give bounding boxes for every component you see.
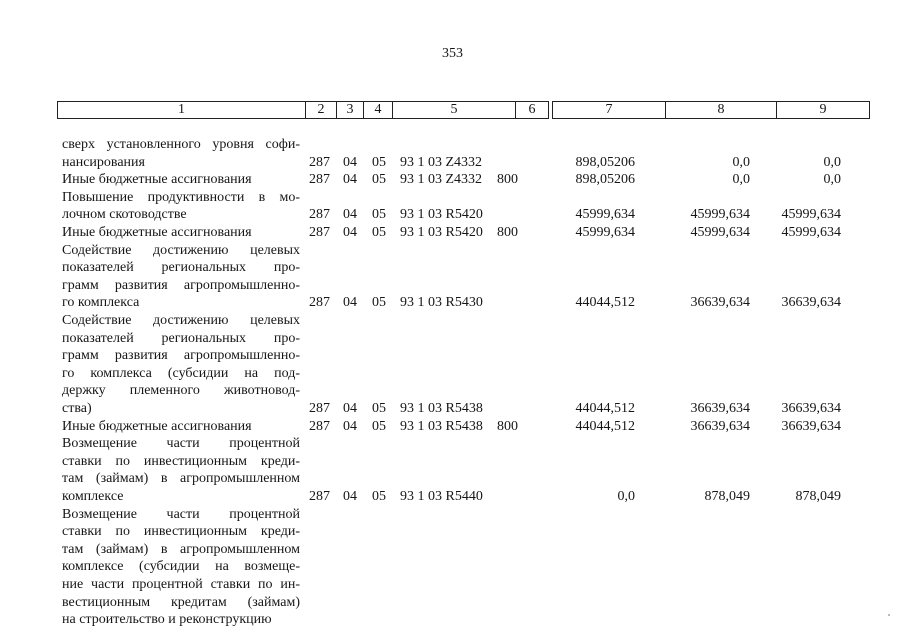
- row-name-line: Содействие достижению целевых: [62, 242, 300, 258]
- section-code: 04: [343, 207, 357, 223]
- column-header-8: 8: [666, 102, 777, 119]
- column-header-7: 7: [553, 102, 666, 119]
- table-row: [0, 418, 905, 436]
- amount-col-8: 45999,634: [690, 207, 750, 223]
- amount-col-8: 878,049: [704, 488, 750, 504]
- column-header-1: 1: [58, 102, 306, 119]
- section-code: 04: [343, 418, 357, 434]
- target-article: 93 1 03 R5438: [400, 401, 483, 416]
- column-header-row: [57, 101, 870, 119]
- row-name-line: показателей региональных про-: [62, 330, 300, 346]
- amount-col-9: 36639,634: [781, 418, 841, 434]
- row-name-line: Возмещение части процентной: [62, 436, 300, 452]
- row-name-line: показателей региональных про-: [62, 260, 300, 276]
- amount-col-9: 878,049: [795, 488, 841, 504]
- section-code: 04: [343, 154, 357, 170]
- row-name: [62, 171, 300, 189]
- budget-code: 287: [309, 418, 330, 434]
- row-name-line: Повышение продуктивности в мо-: [62, 189, 300, 205]
- budget-code: 287: [309, 401, 330, 416]
- row-name-line: комплексе (субсидии на возмеще-: [62, 559, 300, 575]
- row-name-line: Возмещение части процентной: [62, 506, 300, 522]
- amount-col-8: 36639,634: [690, 418, 750, 434]
- amount-col-7: 45999,634: [575, 207, 635, 223]
- target-article: 93 1 03 Z4332: [400, 172, 483, 188]
- amount-col-9: 45999,634: [781, 225, 841, 240]
- row-name: [62, 189, 300, 224]
- expense-type: 800: [497, 172, 518, 188]
- table-row: [0, 171, 905, 189]
- expense-type: 800: [497, 225, 518, 240]
- section-code: 04: [343, 295, 357, 311]
- row-name-line: нансирования: [62, 154, 145, 170]
- subsection-code: 05: [372, 225, 386, 240]
- amount-col-9: 0,0: [823, 154, 841, 170]
- row-name: [62, 418, 300, 436]
- row-name-line: Иные бюджетные ассигнования: [62, 172, 252, 188]
- row-name-line: ства): [62, 400, 92, 416]
- amount-col-7: 898,05206: [575, 154, 635, 170]
- table-row: [0, 242, 905, 312]
- budget-code: 287: [309, 172, 330, 188]
- section-code: 04: [343, 401, 357, 416]
- amount-col-8: 0,0: [732, 154, 750, 170]
- target-article: 93 1 03 R5440: [400, 488, 483, 504]
- amount-col-8: 0,0: [732, 172, 750, 188]
- amount-col-9: 45999,634: [781, 207, 841, 223]
- amount-col-8: 36639,634: [690, 401, 750, 416]
- amount-col-9: 0,0: [823, 172, 841, 188]
- amount-col-9: 36639,634: [781, 295, 841, 311]
- row-name: [62, 136, 300, 171]
- budget-code: 287: [309, 154, 330, 170]
- row-name: [62, 435, 300, 505]
- page-number: 353: [442, 46, 463, 61]
- column-header-5: 5: [393, 102, 516, 119]
- scan-speck: [888, 614, 890, 616]
- column-header-4: 4: [364, 102, 393, 119]
- amount-col-8: 36639,634: [690, 295, 750, 311]
- row-name-line: Содействие достижению целевых: [62, 313, 300, 328]
- amount-col-9: 36639,634: [781, 401, 841, 416]
- row-name-line: ние части процентной ставки по ин-: [62, 576, 300, 592]
- row-name-line: Иные бюджетные ассигнования: [62, 418, 252, 434]
- row-name-line: го комплекса: [62, 295, 140, 311]
- target-article: 93 1 03 R5438: [400, 418, 483, 434]
- table-row: [0, 312, 905, 418]
- column-header-2: 2: [306, 102, 337, 119]
- row-name-line: ставки по инвестиционным креди-: [62, 524, 300, 540]
- subsection-code: 05: [372, 172, 386, 188]
- table-row: [0, 189, 905, 224]
- budget-code: 287: [309, 225, 330, 240]
- row-name: [62, 506, 300, 629]
- row-name: [62, 312, 300, 418]
- section-code: 04: [343, 225, 357, 240]
- budget-code: 287: [309, 295, 330, 311]
- row-name-line: держку племенного животновод-: [62, 383, 300, 399]
- table-row: [0, 506, 905, 629]
- column-header-9: 9: [777, 102, 870, 119]
- amount-col-7: 45999,634: [575, 225, 635, 240]
- amount-col-7: 44044,512: [575, 418, 635, 434]
- row-name-line: там (займам) в агропромышленном: [62, 471, 300, 487]
- row-name: [62, 224, 300, 242]
- row-name-line: там (займам) в агропромышленном: [62, 541, 300, 557]
- target-article: 93 1 03 R5420: [400, 207, 483, 223]
- row-name-line: го комплекса (субсидии на под-: [62, 365, 300, 381]
- row-name-line: грамм развития агропромышленно-: [62, 348, 300, 364]
- subsection-code: 05: [372, 488, 386, 504]
- row-name-line: сверх установленного уровня софи-: [62, 137, 300, 152]
- row-name-line: на строительство и реконструкцию: [62, 612, 272, 628]
- subsection-code: 05: [372, 295, 386, 311]
- amount-col-8: 45999,634: [690, 225, 750, 240]
- row-name-line: ставки по инвестиционным креди-: [62, 453, 300, 469]
- target-article: 93 1 03 R5430: [400, 295, 483, 311]
- table-row: [0, 136, 905, 171]
- subsection-code: 05: [372, 401, 386, 416]
- subsection-code: 05: [372, 207, 386, 223]
- row-name-line: комплексе: [62, 488, 124, 504]
- amount-col-7: 0,0: [617, 488, 635, 504]
- subsection-code: 05: [372, 418, 386, 434]
- row-name-line: Иные бюджетные ассигнования: [62, 225, 252, 240]
- row-name-line: грамм развития агропромышленно-: [62, 277, 300, 293]
- section-code: 04: [343, 488, 357, 504]
- row-name-line: лочном скотоводстве: [62, 207, 187, 223]
- expense-type: 800: [497, 418, 518, 434]
- column-header-6: 6: [516, 102, 549, 119]
- budget-code: 287: [309, 207, 330, 223]
- column-header-3: 3: [337, 102, 364, 119]
- amount-col-7: 44044,512: [575, 401, 635, 416]
- section-code: 04: [343, 172, 357, 188]
- target-article: 93 1 03 R5420: [400, 225, 483, 240]
- amount-col-7: 44044,512: [575, 295, 635, 311]
- table-row: [0, 224, 905, 242]
- table-row: [0, 435, 905, 505]
- row-name: [62, 242, 300, 312]
- row-name-line: вестиционным кредитам (займам): [62, 594, 300, 610]
- amount-col-7: 898,05206: [575, 172, 635, 188]
- target-article: 93 1 03 Z4332: [400, 154, 483, 170]
- budget-code: 287: [309, 488, 330, 504]
- subsection-code: 05: [372, 154, 386, 170]
